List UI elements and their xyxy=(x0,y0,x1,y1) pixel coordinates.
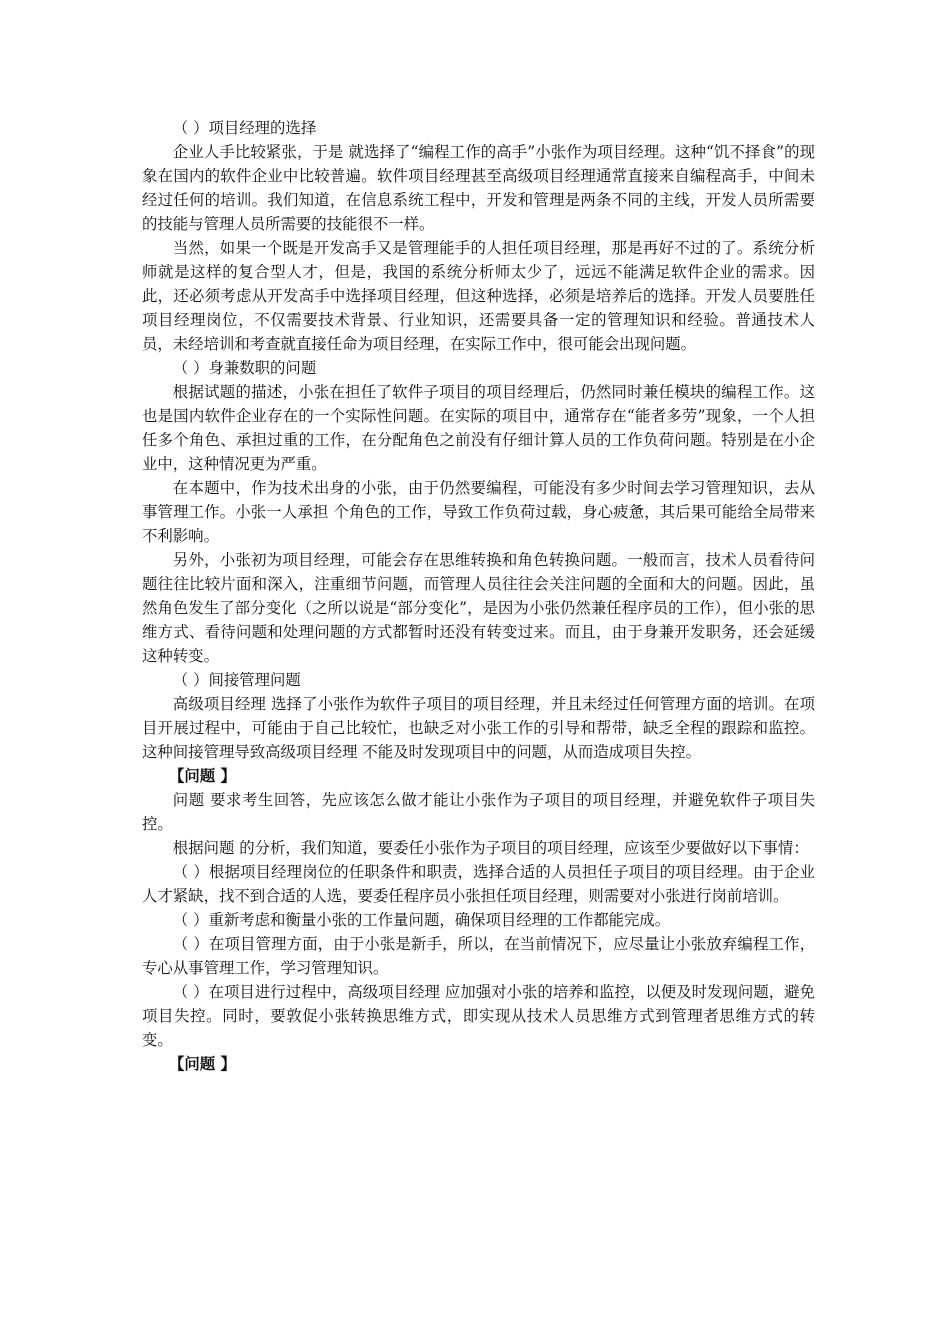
question-heading: 【问题 】 xyxy=(168,1055,236,1073)
question-heading: 【问题 】 xyxy=(168,767,236,785)
paragraph: 问题 要求考生回答，先应该怎么做才能让小张作为子项目的项目经理，并避免软件子项目失控。 xyxy=(142,791,815,833)
paragraph: 在本题中，作为技术出身的小张，由于仍然要编程，可能没有多少时间去学习管理知识，去从事管理工作。小张一人承担 个角色的工作，导致工作负荷过载，身心疲惫，其后果可能给全局带来不利影响。 xyxy=(142,479,815,545)
section-heading-indirect-management: （ ）间接管理问题 xyxy=(172,671,301,689)
section-heading-multiple-roles: （ ）身兼数职的问题 xyxy=(172,359,317,377)
paragraph: 企业人手比较紧张，于是 就选择了“编程工作的高手”小张作为项目经理。这种“饥不择食”的现象在国内的软件企业中比较普遍。软件项目经理甚至高级项目经理通常直接来自编程高手，中间未经过任何的培训。我们知道，在信息系统工程中，开发和管理是两条不同的主线，开发人员所需要的技能与管理人员所需要的技能很不一样。 xyxy=(142,143,815,233)
paragraph: 高级项目经理 选择了小张作为软件子项目的项目经理，并且未经过任何管理方面的培训。在项目开展过程中，可能由于自己比较忙，也缺乏对小张工作的引导和帮带，缺乏全程的跟踪和监控。这种间接管理导致高级项目经理 不能及时发现项目中的问题，从而造成项目失控。 xyxy=(142,695,815,761)
paragraph: 当然，如果一个既是开发高手又是管理能手的人担任项目经理，那是再好不过的了。系统分析师就是这样的复合型人才，但是，我国的系统分析师太少了，远远不能满足软件企业的需求。因此，还必须考虑从开发高手中选择项目经理，但这种选择，必须是培养后的选择。开发人员要胜任项目经理岗位，不仅需要技术背景、行业知识，还需要具备一定的管理知识和经验。普通技术人员，未经培训和考查就直接任命为项目经理，在实际工作中，很可能会出现问题。 xyxy=(142,239,815,353)
list-item: （ ）在项目进行过程中，高级项目经理 应加强对小张的培养和监控，以便及时发现问题，避免项目失控。同时，要敦促小张转换思维方式，即实现从技术人员思维方式到管理者思维方式的转变。 xyxy=(142,983,815,1049)
paragraph: 另外，小张初为项目经理，可能会存在思维转换和角色转换问题。一般而言，技术人员看待问题往往比较片面和深入，注重细节问题，而管理人员往往会关注问题的全面和大的问题。因此，虽然角色发生了部分变化（之所以说是“部分变化”，是因为小张仍然兼任程序员的工作），但小张的思维方式、看待问题和处理问题的方式都暂时还没有转变过来。而且，由于身兼开发职务，还会延缓这种转变。 xyxy=(142,551,815,665)
list-item: （ ）在项目管理方面，由于小张是新手，所以，在当前情况下，应尽量让小张放弃编程工作，专心从事管理工作，学习管理知识。 xyxy=(142,935,815,977)
paragraph: 根据问题 的分析，我们知道，要委任小张作为子项目的项目经理，应该至少要做好以下事情： xyxy=(172,839,809,857)
list-item: （ ）根据项目经理岗位的任职条件和职责，选择合适的人员担任子项目的项目经理。由于企业人才紧缺，找不到合适的人选，要委任程序员小张担任项目经理，则需要对小张进行岗前培训。 xyxy=(142,863,815,905)
document-page xyxy=(142,116,815,1076)
paragraph: 根据试题的描述，小张在担任了软件子项目的项目经理后，仍然同时兼任模块的编程工作。这也是国内软件企业存在的一个实际性问题。在实际的项目中，通常存在“能者多劳”现象，一个人担任多个角色、承担过重的工作，在分配角色之前没有仔细计算人员的工作负荷问题。特别是在小企业中，这种情况更为严重。 xyxy=(142,383,815,473)
list-item: （ ）重新考虑和衡量小张的工作量问题，确保项目经理的工作都能完成。 xyxy=(172,911,671,929)
section-heading-pm-selection: （ ）项目经理的选择 xyxy=(172,119,317,137)
